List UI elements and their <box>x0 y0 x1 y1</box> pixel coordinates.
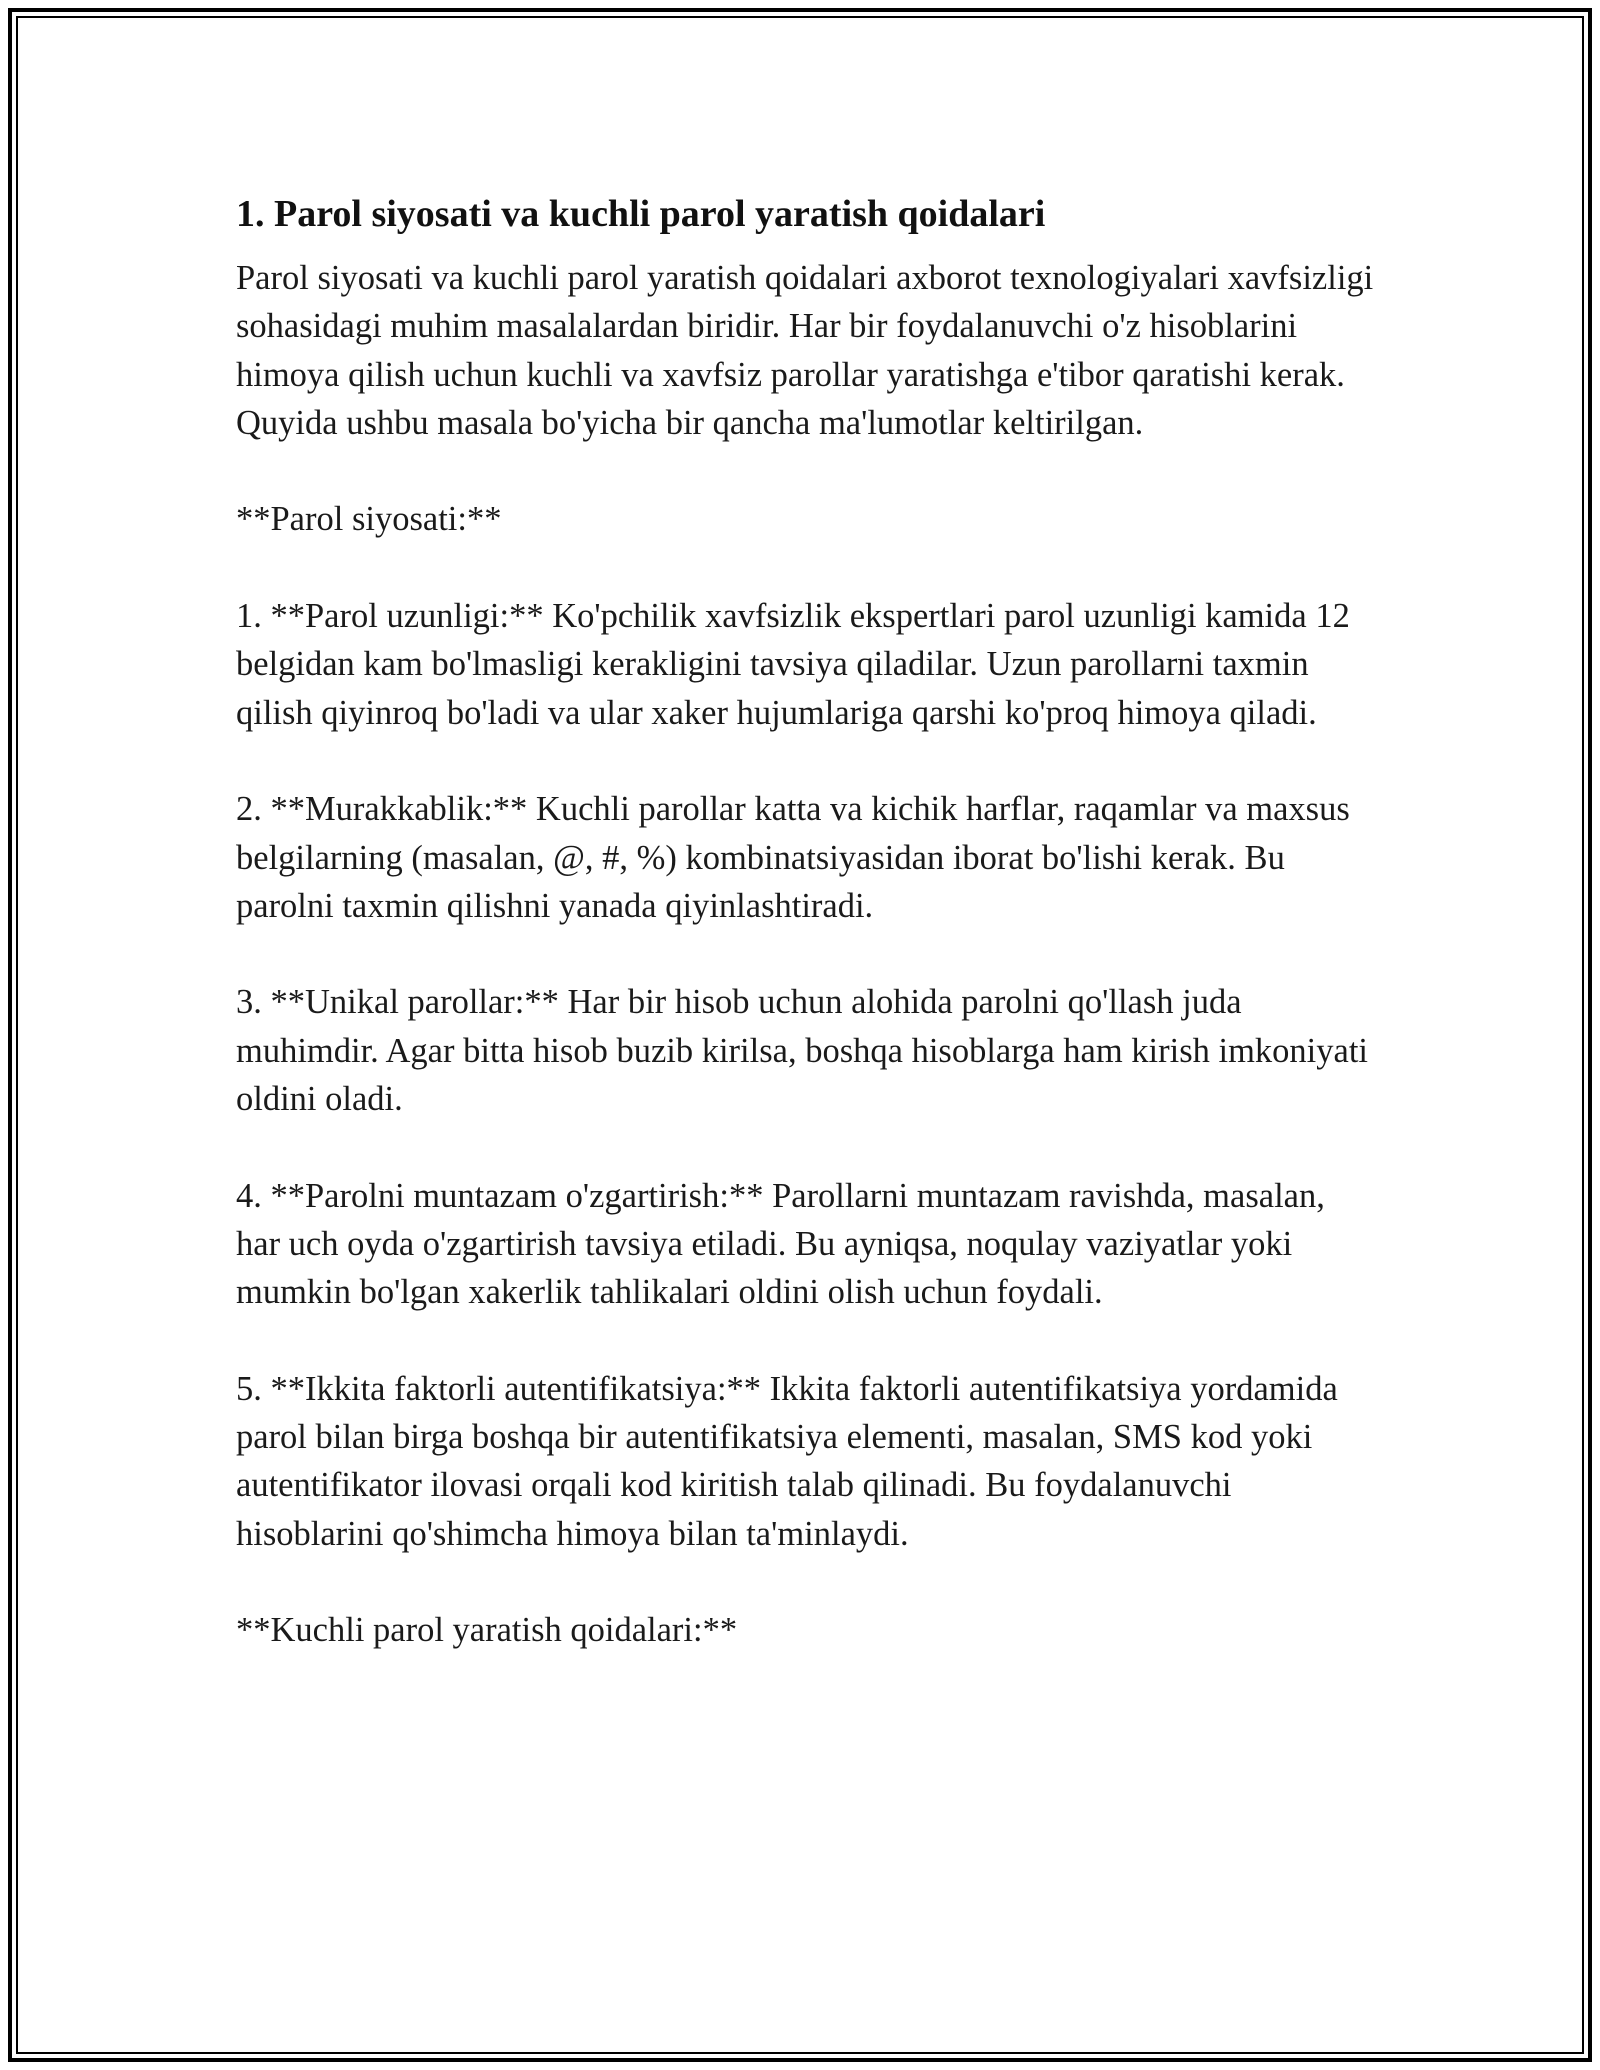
list-item-regular-change: 4. **Parolni muntazam o'zgartirish:** Parollarni muntazam ravishda, masalan, har uch oyda o'zgartirish tavsiya etiladi. Bu ayniqsa, noqulay vaziyatlar yoki mumkin bo'lgan xakerlik tahlikalari oldini olish uchun foydali. <box>236 1176 1325 1312</box>
section-heading-strong-password-rules: **Kuchli parol yaratish qoidalari:** <box>236 1611 738 1650</box>
list-item-two-factor: 5. **Ikkita faktorli autentifikatsiya:** Ikkita faktorli autentifikatsiya yordamida parol bilan birga boshqa bir autentifikatsiya elementi, masalan, SMS kod yoki autentifikator ilovasi orqali kod kiritish talab qilinadi. Bu foydalanuvchi hisoblarini qo'shimcha himoya bilan ta'minlaydi. <box>236 1369 1338 1553</box>
intro-paragraph: Parol siyosati va kuchli parol yaratish qoidalari axborot texnologiyalari xavfsizligi sohasidagi muhim masalalardan biridir. Har bir foydalanuvchi o'z hisoblarini himoya qilish uchun kuchli va xavfsiz parollar yaratishga e'tibor qaratishi kerak. Quyida ushbu masala bo'yicha bir qancha ma'lumotlar keltirilgan. <box>236 259 1374 442</box>
list-item-unique-passwords: 3. **Unikal parollar:** Har bir hisob uchun alohida parolni qo'llash juda muhimdir. Agar bitta hisob buzib kirilsa, boshqa hisoblarga ham kirish imkoniyati oldini oladi. <box>236 983 1368 1119</box>
document-heading: 1. Parol siyosati va kuchli parol yaratish qoidalari <box>236 193 1046 235</box>
list-item-complexity: 2. **Murakkablik:** Kuchli parollar katta va kichik harflar, raqamlar va maxsus belgilarning (masalan, @, #, %) kombinatsiyasidan iborat bo'lishi kerak. Bu parolni taxmin qilishni yanada qiyinlashtiradi. <box>236 790 1350 925</box>
list-item-password-length: 1. **Parol uzunligi:** Ko'pchilik xavfsizlik ekspertlari parol uzunligi kamida 12 belgidan kam bo'lmasligi kerakligini tavsiya qiladilar. Uzun parollarni taxmin qilish qiyinroq bo'ladi va ular xaker hujumlariga qarshi ko'proq himoya qiladi. <box>236 597 1350 732</box>
section-heading-password-policy: **Parol siyosati:** <box>236 500 502 539</box>
document-body <box>236 186 1376 1703</box>
